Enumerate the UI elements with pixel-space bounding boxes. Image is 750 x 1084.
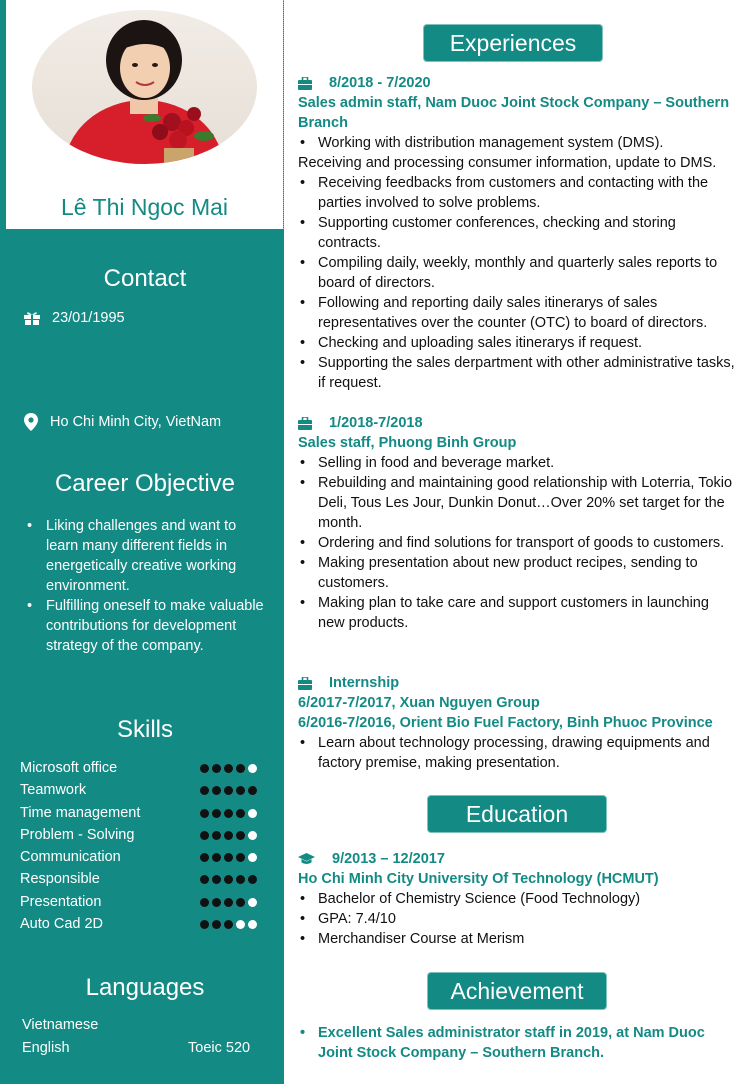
achievement-heading: Achievement [428,973,606,1009]
skill-label: Presentation [20,893,102,910]
languages-heading: Languages [85,974,205,1001]
rating-dot-filled [236,831,245,840]
contact-location-row [24,413,221,431]
list-item: • Fulfilling oneself to make valuable contributions for development strategy of the company. [26,596,266,656]
skill-row [20,758,270,780]
job-date: 8/2018 - 7/2020 [329,75,431,91]
objective-heading: Career Objective [54,470,236,497]
language-label: English [22,1040,70,1056]
list-item-continuation: Receiving and processing consumer information, update to DMS. [298,155,717,171]
rating-dot-filled [212,831,221,840]
contact-birthday-row [24,310,125,326]
list-item: • Checking and uploading sales itinerarys if request. [298,333,738,353]
rating-dot-empty [248,809,257,818]
education-entry [298,849,738,949]
profile-photo [32,10,257,164]
list-item: • GPA: 7.4/10 [298,909,738,929]
list-item: • Liking challenges and want to learn many different fields in energetically creative working environment. [26,516,266,596]
job-title: 6/2016-7/2016, Orient Bio Fuel Factory, Binh Phuoc Province [298,715,713,731]
skill-row [20,780,270,802]
graduation-cap-icon [298,853,315,865]
education-date: 9/2013 – 12/2017 [332,851,445,867]
skill-label: Microsoft office [20,760,118,776]
list-item: • Following and reporting daily sales itinerarys of sales representatives over the counter (OTC) to board of directors. [298,293,738,333]
skill-row [20,892,270,914]
job-entry [298,673,738,773]
skill-rating [200,764,257,773]
portrait-illustration [32,10,257,164]
rating-dot-empty [248,853,257,862]
rating-dot-filled [236,809,245,818]
education-details [298,889,738,949]
skill-label: Teamwork [20,782,87,799]
rating-dot-filled [248,786,257,795]
skill-rating [200,875,257,884]
rating-dot-filled [200,853,209,862]
rating-dot-filled [236,898,245,907]
list-item: • Selling in food and beverage market. [298,453,738,473]
skill-label: Time management [20,804,141,821]
list-item: • Bachelor of Chemistry Science (Food Technology) [298,889,738,909]
job-date: 1/2018-7/2018 [329,415,423,431]
skill-rating [200,786,257,795]
rating-dot-filled [224,875,233,884]
job-entry [298,73,738,393]
rating-dot-filled [236,786,245,795]
skills-list [20,758,270,936]
rating-dot-empty [248,898,257,907]
rating-dot-filled [224,764,233,773]
skill-row [20,803,270,825]
list-item: • Making plan to take care and support customers in launching new products. [298,593,738,633]
job-title: Sales admin staff, Nam Duoc Joint Stock Company – Southern Branch [298,95,730,131]
list-item: • Working with distribution management system (DMS). [298,133,738,153]
person-name: Lê Thi Ngoc Mai [60,194,229,220]
rating-dot-filled [236,764,245,773]
birthday-text: 23/01/1995 [52,310,125,326]
rating-dot-filled [212,920,221,929]
rating-dot-filled [212,786,221,795]
rating-dot-filled [224,853,233,862]
job-duties [298,733,738,773]
list-item: • Rebuilding and maintaining good relationship with Loterria, Tokio Deli, Tous Les Jour, Dunkin Donut…Over 20% set target for the month. [298,473,738,533]
rating-dot-filled [224,786,233,795]
skill-rating [200,831,257,840]
skill-row [20,847,270,869]
profile-card [6,0,283,229]
rating-dot-filled [200,786,209,795]
objective-list [26,516,266,656]
rating-dot-empty [248,831,257,840]
rating-dot-filled [200,898,209,907]
rating-dot-empty [248,920,257,929]
list-item: • Making presentation about new product recipes, sending to customers. [298,553,738,593]
skill-rating [200,809,257,818]
job-entry [298,413,738,633]
skill-row [20,869,270,891]
rating-dot-filled [248,875,257,884]
languages-list [22,1016,262,1062]
briefcase-icon [298,417,312,430]
list-item: • Merchandiser Course at Merism [298,929,738,949]
skill-row [20,825,270,847]
contact-heading: Contact [103,265,187,292]
list-item: • Compiling daily, weekly, monthly and quarterly sales reports to board of directors. [298,253,738,293]
gift-icon [24,311,40,325]
language-label: Vietnamese [22,1017,99,1033]
rating-dot-filled [212,898,221,907]
skill-row [20,914,270,936]
list-item: • Receiving feedbacks from customers and contacting with the parties involved to solve problems. [298,173,738,213]
achievement-list [298,1023,738,1063]
skill-rating [200,898,257,907]
job-date-row [298,673,738,693]
rating-dot-filled [200,920,209,929]
skill-label: Auto Cad 2D [20,916,104,933]
language-row [22,1039,262,1062]
rating-dot-filled [224,898,233,907]
job-duties [298,173,738,393]
language-row [22,1016,262,1039]
skill-rating [200,920,257,929]
job-date-row [298,413,738,433]
divider [283,0,284,229]
rating-dot-filled [200,764,209,773]
list-item: • Learn about technology processing, drawing equipments and factory premise, making presentation. [298,733,738,773]
rating-dot-filled [224,809,233,818]
education-date-row [298,849,738,869]
job-title: Sales staff, Phuong Binh Group [298,435,517,451]
experiences-heading: Experiences [424,25,602,61]
rating-dot-filled [236,875,245,884]
rating-dot-filled [212,764,221,773]
job-duties [298,453,738,633]
rating-dot-filled [200,875,209,884]
skills-heading: Skills [116,716,173,743]
rating-dot-filled [236,853,245,862]
rating-dot-filled [224,831,233,840]
achievement-entry [298,1023,738,1063]
school-name: Ho Chi Minh City University Of Technology (HCMUT) [298,871,659,887]
list-item: • Excellent Sales administrator staff in 2019, at Nam Duoc Joint Stock Company – Southern Branch. [298,1023,738,1063]
job-title: 6/2017-7/2017, Xuan Nguyen Group [298,695,540,711]
education-heading: Education [428,796,606,832]
location-text: Ho Chi Minh City, VietNam [50,414,222,430]
location-pin-icon [24,413,38,431]
skill-label: Problem - Solving [20,826,135,843]
skill-rating [200,853,257,862]
skill-label: Responsible [20,871,100,888]
job-duties [298,133,738,153]
rating-dot-empty [236,920,245,929]
rating-dot-filled [200,809,209,818]
job-date: Internship [329,675,400,691]
list-item: • Supporting customer conferences, checking and storing contracts. [298,213,738,253]
rating-dot-filled [200,831,209,840]
briefcase-icon [298,677,312,690]
skill-label: Communication [20,849,121,866]
rating-dot-filled [224,920,233,929]
language-level: Toeic 520 [188,1040,251,1056]
rating-dot-filled [212,875,221,884]
list-item: • Supporting the sales derpartment with other administrative tasks, if request. [298,353,738,393]
rating-dot-filled [212,853,221,862]
rating-dot-filled [212,809,221,818]
list-item: • Ordering and find solutions for transport of goods to customers. [298,533,738,553]
job-date-row [298,73,738,93]
rating-dot-empty [248,764,257,773]
briefcase-icon [298,77,312,90]
